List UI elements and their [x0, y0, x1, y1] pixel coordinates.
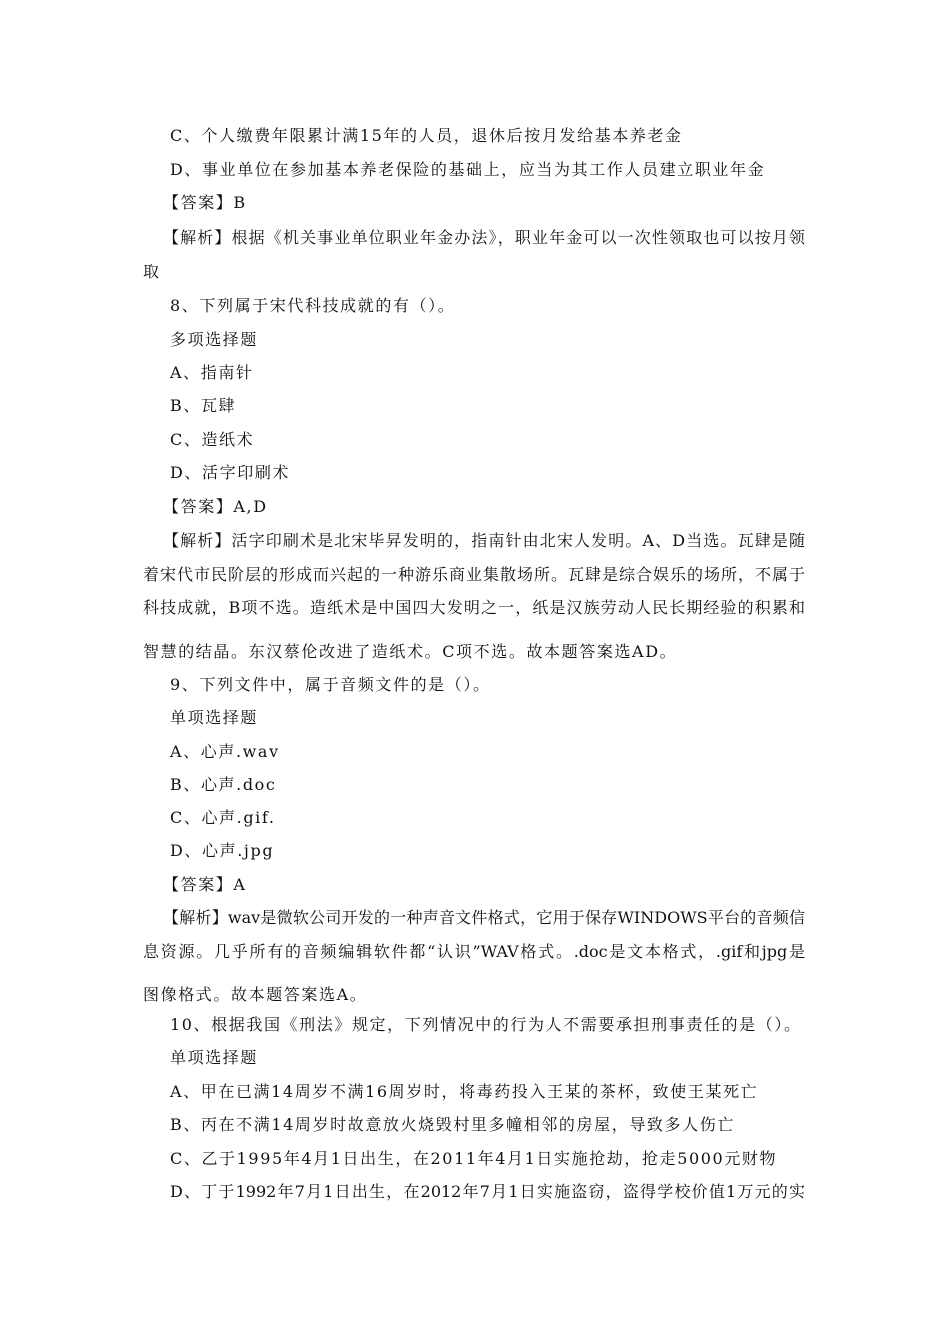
q9-option: C、心声.gif. — [170, 808, 276, 827]
q9-option: B、心声.doc — [170, 775, 277, 794]
q9-analysis-line: 息资源。几乎所有的音频编辑软件都“认识”WAV格式。.doc是文本格式，.gif和jpg是 — [143, 942, 805, 961]
q10-type: 单项选择题 — [170, 1048, 259, 1067]
q9-option: A、心声.wav — [170, 742, 280, 761]
q8-analysis-line: 着宋代市民阶层的形成而兴起的一种游乐商业集散场所。瓦肆是综合娱乐的场所，不属于 — [143, 565, 805, 584]
q10-option: C、乙于1995年4月1日出生，在2011年4月1日实施抢劫，抢走5000元财物 — [170, 1149, 778, 1168]
q9-analysis-line: 【解析】wav是微软公司开发的一种声音文件格式，它用于保存WINDOWS平台的音频信 — [163, 908, 805, 927]
q8-option: D、活字印刷术 — [170, 463, 291, 482]
q7-analysis-line: 取 — [143, 262, 161, 281]
q9-type: 单项选择题 — [170, 708, 259, 727]
q7-option-c: C、个人缴费年限累计满15年的人员，退休后按月发给基本养老金 — [170, 126, 683, 145]
q7-option-d: D、事业单位在参加基本养老保险的基础上，应当为其工作人员建立职业年金 — [170, 160, 766, 179]
q9-analysis-line: 图像格式。故本题答案选A。 — [143, 985, 368, 1004]
q9-answer: 【答案】A — [163, 875, 247, 894]
q10-question: 10、根据我国《刑法》规定，下列情况中的行为人不需要承担刑事责任的是（）。 — [170, 1015, 802, 1034]
q8-option: A、指南针 — [170, 363, 254, 382]
q8-analysis-line: 【解析】活字印刷术是北宋毕昇发明的，指南针由北宋人发明。A、D当选。瓦肆是随 — [163, 531, 805, 550]
q8-option: B、瓦肆 — [170, 396, 237, 415]
q7-answer: 【答案】B — [163, 193, 247, 212]
q10-option: A、甲在已满14周岁不满16周岁时，将毒药投入王某的茶杯，致使王某死亡 — [170, 1082, 759, 1101]
q10-option: D、丁于1992年7月1日出生，在2012年7月1日实施盗窃，盗得学校价值1万元的实 — [170, 1182, 805, 1201]
q10-option: B、丙在不满14周岁时故意放火烧毁村里多幢相邻的房屋，导致多人伤亡 — [170, 1115, 735, 1134]
q9-question: 9、下列文件中，属于音频文件的是（）。 — [170, 675, 491, 694]
q8-type: 多项选择题 — [170, 330, 259, 349]
q8-answer: 【答案】A,D — [163, 497, 268, 516]
q8-question: 8、下列属于宋代科技成就的有（）。 — [170, 296, 456, 315]
q8-analysis-line: 智慧的结晶。东汉蔡伦改进了造纸术。C项不选。故本题答案选AD。 — [143, 642, 678, 661]
q9-option: D、心声.jpg — [170, 841, 275, 860]
q7-analysis-line: 【解析】根据《机关事业单位职业年金办法》，职业年金可以一次性领取也可以按月领 — [163, 228, 805, 247]
q8-analysis-line: 科技成就，B项不选。造纸术是中国四大发明之一，纸是汉族劳动人民长期经验的积累和 — [143, 598, 805, 617]
q8-option: C、造纸术 — [170, 430, 255, 449]
